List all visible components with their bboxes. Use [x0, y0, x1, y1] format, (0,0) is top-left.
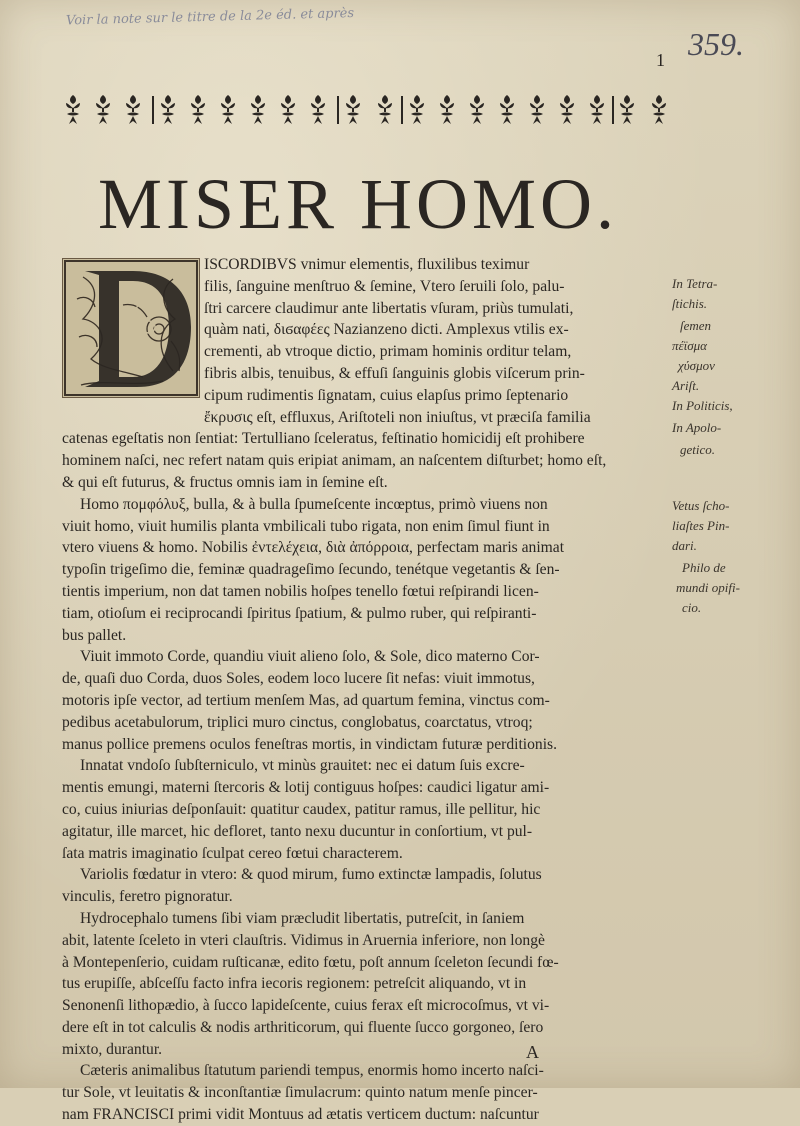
margin-note: ſemen [680, 318, 712, 333]
handwritten-folio: 359. [688, 26, 744, 62]
text-line: mentis emungi, materni ſtercoris & lotij contiguus hoſpes: caudici ligatur ami- [62, 779, 550, 797]
margin-note: In Tetra- [672, 276, 718, 291]
handwritten-note: Voir la note sur le titre de la 2e éd. et après [65, 5, 355, 29]
text-line: à Montepenſerio, cuidam ruſticanæ, edito fœtu, poſt annum ſceleton ſecundi fœ- [62, 953, 559, 971]
text-line: & qui eſt futurus, & fructus omnis iam in ſemine eſt. [62, 473, 388, 491]
page-number: 1 [656, 50, 665, 70]
text-line: dere eſt in tot calculis & nodis arthriticorum, qui fluente ſucco gorgoneo, ſero [62, 1018, 544, 1036]
text-line: crementi, ab vtroque dictio, primam hominis orditur telam, [204, 343, 572, 361]
page-title: MISER HOMO. [98, 164, 619, 244]
text-line: fibris albis, tenuibus, & effuſi ſanguinis globis viſcerum prin- [204, 364, 585, 382]
text-line: Viuit immoto Corde, quandiu viuit alieno ſolo, & Sole, dico materno Cor- [80, 648, 540, 666]
text-line: quàm nati, διϭαφέες Nazianzeno dicti. Amplexus vtilis ex- [204, 321, 569, 339]
text-line: typoſin trigeſimo die, feminæ quadrageſimo ſecundo, tenétque vegetantis & ſen- [62, 561, 560, 579]
margin-note: Vetus ſcho- [672, 498, 730, 513]
text-line: ISCORDIBVS vnimur elementis, fluxilibus teximur [204, 256, 530, 273]
text-line: Cæteris animalibus ſtatutum pariendi tempus, enormis homo incerto naſci- [80, 1062, 544, 1080]
text-line: ἔκρυσις eſt, effluxus, Ariſtoteli non iniuſtus, vt præciſa familia [204, 408, 591, 426]
margin-note: mundi opifi- [676, 580, 740, 595]
fleuron-ornament-band [64, 92, 670, 128]
text-line: bus pallet. [62, 626, 127, 644]
text-line: cipum rudimentis ſignatam, cuius elapſus primo ſeptenario [204, 386, 569, 404]
text-line: viuit homo, viuit humilis planta vmbilicali tubo rigata, non enim ſimul fiunt in [62, 517, 550, 535]
text-line: tur Sole, vt leuitatis & inconſtantiæ ſimulacrum: quinto natum menſe pincer- [62, 1084, 538, 1102]
margin-note: χύσμον [678, 358, 715, 373]
text-line: manus pollice premens oculos feneſtras mortis, in vindictam futuræ perditionis. [62, 735, 558, 753]
text-line: vtero viuens & homo. Nobilis ἐντελέχεια, διὰ ἀπόρροια, perfectam maris animat [62, 539, 565, 557]
text-line: de, quaſi duo Corda, duos Soles, eodem loco lucere ſit nefas: viuit immotus, [62, 670, 535, 688]
text-line: co, cuius iniurias deſponſauit: quatitur caudex, patitur ramus, ille pellitur, hic [62, 800, 541, 818]
text-line: catenas egeſtatis non ſentiat: Tertulliano ſceleratus, feſtinatio homicidij eſt prohibere [62, 430, 585, 448]
margin-note: dari. [672, 538, 697, 553]
text-line: Hydrocephalo tumens ſibi viam præcludit libertatis, putreſcit, in ſaniem [80, 909, 525, 927]
body-text [62, 254, 668, 1126]
text-line: Homo πομφόλυξ, bulla, & à bulla ſpumeſcente incœptus, primò viuens non [80, 495, 548, 513]
text-line: vinculis, feretro pignoratur. [62, 888, 233, 906]
margin-note: getico. [680, 442, 716, 457]
signature-mark: A [526, 1042, 539, 1062]
text-line: agitatur, ille marcet, hic defloret, tanto nexu ducuntur in conſortium, vt pul- [62, 822, 533, 840]
text-line: tiam, otioſum ei reciprocandi ſpiritus ſpatium, & pulmo ruber, qui reſpiranti- [62, 604, 537, 622]
text-line: pedibus acetabulorum, triplici muro cinctus, conglobatus, coarctatus, vtroq; [62, 713, 533, 731]
margin-note: In Politicis, [672, 398, 733, 413]
text-line: nam FRANCISCI primi vidit Montuus ad ætatis verticem ductum: naſcuntur [62, 1106, 539, 1124]
margin-note: πέϊσμα [672, 338, 708, 353]
margin-note: ſtichis. [672, 296, 708, 311]
text-line: filis, ſanguine menſtruo & ſemine, Vtero ſeruili ſolo, palu- [204, 277, 565, 295]
text-line: Variolis fœdatur in vtero: & quod mirum, fumo extinctæ lampadis, ſolutus [80, 866, 542, 884]
text-line: Innatat vndoſo ſubſterniculo, vt minùs grauitet: nec ei datum ſuis excre- [80, 757, 525, 775]
margin-note: Philo de [682, 560, 726, 575]
text-line: mixto, durantur. [62, 1040, 163, 1058]
text-line: tus erupiſſe, abſceſſu facto infra iecoris regionem: petreſcit aliquando, vt in [62, 975, 527, 993]
margin-note: Ariſt. [672, 378, 700, 393]
margin-note: cio. [682, 600, 702, 615]
text-line: ſata matris imaginatio ſculpat cereo fœtui characterem. [62, 844, 403, 862]
text-line: ſtri carcere claudimur ante libertatis vſuram, priùs tumulati, [204, 299, 574, 317]
text-line: abit, latente ſceleto in vteri clauſtris. Vidimus in Aruernia inferiore, non longè [62, 931, 545, 949]
text-line: hominem naſci, nec refert natam quis eripiat animam, an naſcentem diſturbet; homo eſt, [62, 452, 607, 470]
margin-note: In Apolo- [672, 420, 722, 435]
text-line: tientis imperium, non dat tamen nobilis hoſpes tenello fœtui reſpirandi licen- [62, 582, 539, 600]
margin-note: liaſtes Pin- [672, 518, 730, 533]
text-line: Senonenſi lithopædio, à ſucco lapideſcente, cuius ferax eſt microcoſmus, vt vi- [62, 997, 550, 1015]
text-line: motoris ipſe vector, ad tertium menſem Mas, ad quartum femina, vinctus com- [62, 691, 550, 709]
